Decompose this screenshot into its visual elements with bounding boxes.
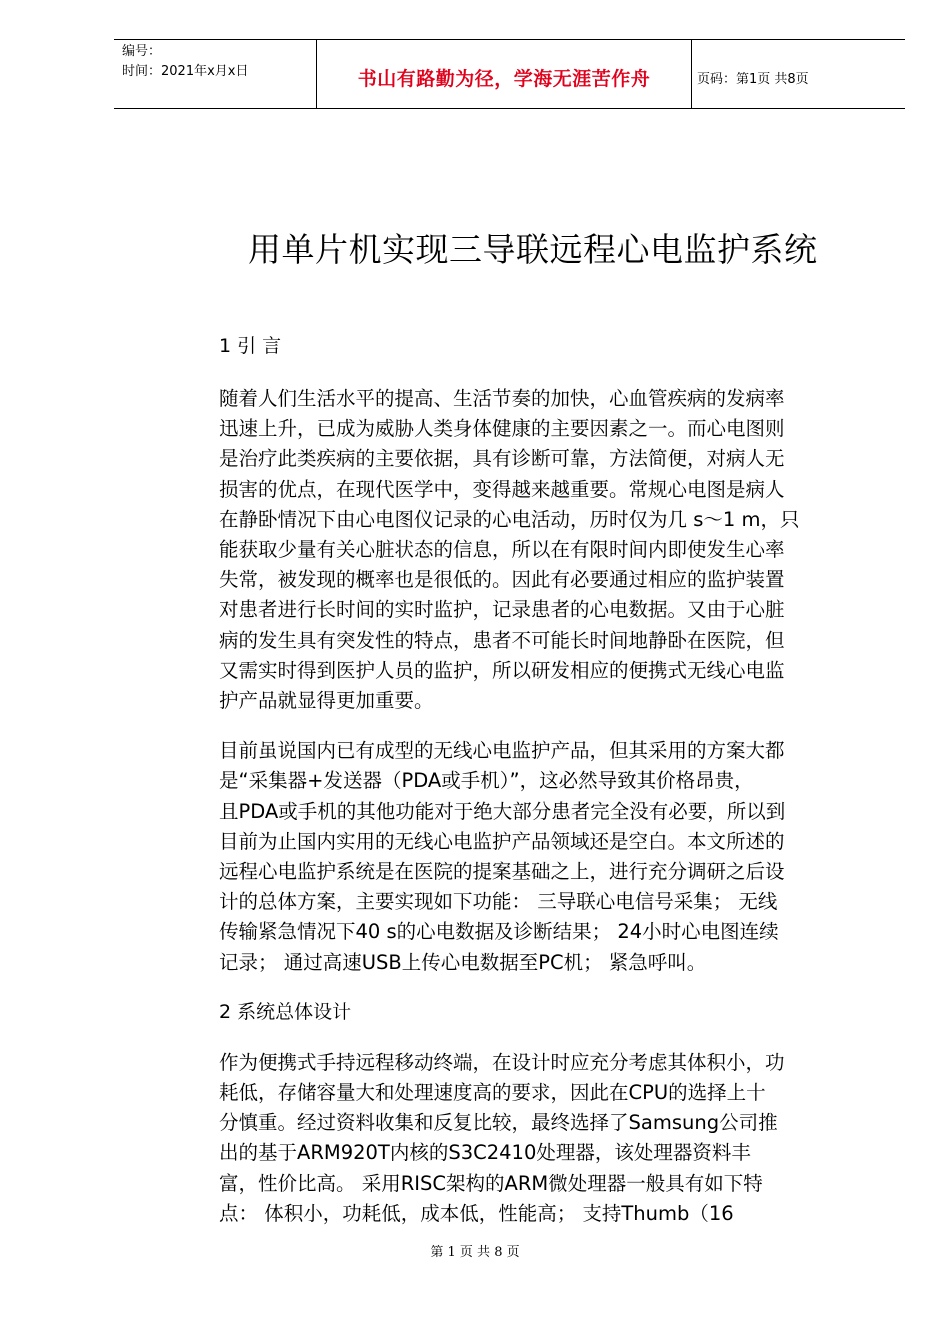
paragraph-line: 在静卧情况下由心电图仪记录的心电活动，历时仅为几 s～1 m，只: [219, 507, 800, 531]
paragraph-line: 是治疗此类疾病的主要依据，具有诊断可靠，方法简便，对病人无: [219, 447, 785, 471]
paragraph-line: 计的总体方案，主要实现如下功能： 三导联心电信号采集； 无线: [219, 890, 778, 914]
page-header: [114, 39, 905, 109]
paragraph-line: 点： 体积小，功耗低，成本低，性能高； 支持Thumb（16: [219, 1201, 734, 1225]
document-number-label: 编号：: [122, 44, 162, 59]
paragraph-line: 失常，被发现的概率也是很低的。因此有必要通过相应的监护装置: [219, 568, 785, 592]
paragraph-1: [219, 384, 879, 716]
paragraph-line: 对患者进行长时间的实时监护，记录患者的心电数据。又由于心脏: [219, 598, 785, 622]
paragraph-line: 传输紧急情况下40 s的心电数据及诊断结果； 24小时心电图连续: [219, 920, 779, 944]
paragraph-line: 护产品就显得更加重要。: [219, 689, 434, 713]
paragraph-line: 病的发生具有突发性的特点，患者不可能长时间地静卧在医院，但: [219, 628, 785, 652]
document-title: 用单片机实现三导联远程心电监护系统: [248, 230, 818, 269]
paragraph-2: [219, 736, 879, 978]
paragraph-line: 且PDA或手机的其他功能对于绝大部分患者完全没有必要，所以到: [219, 799, 786, 823]
page-footer: 第 1 页 共 8 页: [430, 1245, 520, 1260]
paragraph-3: [219, 1048, 879, 1229]
document-body: [219, 332, 879, 1229]
paragraph-line: 分慎重。经过资料收集和反复比较，最终选择了Samsung公司推: [219, 1111, 778, 1135]
header-page-info: 页码：第1页 共8页: [697, 71, 809, 87]
paragraph-line: 损害的优点，在现代医学中，变得越来越重要。常规心电图是病人: [219, 477, 785, 501]
paragraph-line: 目前虽说国内已有成型的无线心电监护产品，但其采用的方案大都: [219, 739, 785, 763]
paragraph-line: 富，性价比高。 采用RISC架构的ARM微处理器一般具有如下特: [219, 1171, 763, 1195]
paragraph-line: 记录； 通过高速USB上传心电数据至PC机； 紧急呼叫。: [219, 950, 707, 974]
header-meta-cell: [114, 40, 316, 108]
paragraph-line: 是“采集器+发送器（PDA或手机）”，这必然导致其价格昂贵，: [219, 769, 754, 793]
paragraph-line: 目前为止国内实用的无线心电监护产品领域还是空白。本文所述的: [219, 829, 785, 853]
paragraph-line: 又需实时得到医护人员的监护，所以研发相应的便携式无线心电监: [219, 658, 785, 682]
paragraph-line: 随着人们生活水平的提高、生活节奏的加快，心血管疾病的发病率: [219, 387, 785, 410]
section-heading-system-design: 2 系统总体设计: [219, 1000, 352, 1023]
paragraph-line: 迅速上升，已成为威胁人类身体健康的主要因素之一。而心电图则: [219, 417, 785, 441]
document-date-label: 时间：2021年x月x日: [122, 64, 249, 79]
paragraph-line: 能获取少量有关心脏状态的信息，所以在有限时间内即使发生心率: [219, 538, 785, 562]
header-page-cell: [691, 40, 911, 108]
paragraph-line: 作为便携式手持远程移动终端，在设计时应充分考虑其体积小，功: [219, 1050, 785, 1074]
paragraph-line: 出的基于ARM920T内核的S3C2410处理器，该处理器资料丰: [219, 1141, 751, 1165]
paragraph-line: 远程心电监护系统是在医院的提案基础之上，进行充分调研之后设: [219, 860, 785, 884]
header-motto-cell: [316, 40, 692, 108]
header-motto: 书山有路勤为径，学海无涯苦作舟: [357, 67, 651, 90]
section-heading-introduction: 1 引 言: [219, 335, 282, 357]
paragraph-line: 耗低，存储容量大和处理速度高的要求，因此在CPU的选择上十: [219, 1081, 766, 1105]
